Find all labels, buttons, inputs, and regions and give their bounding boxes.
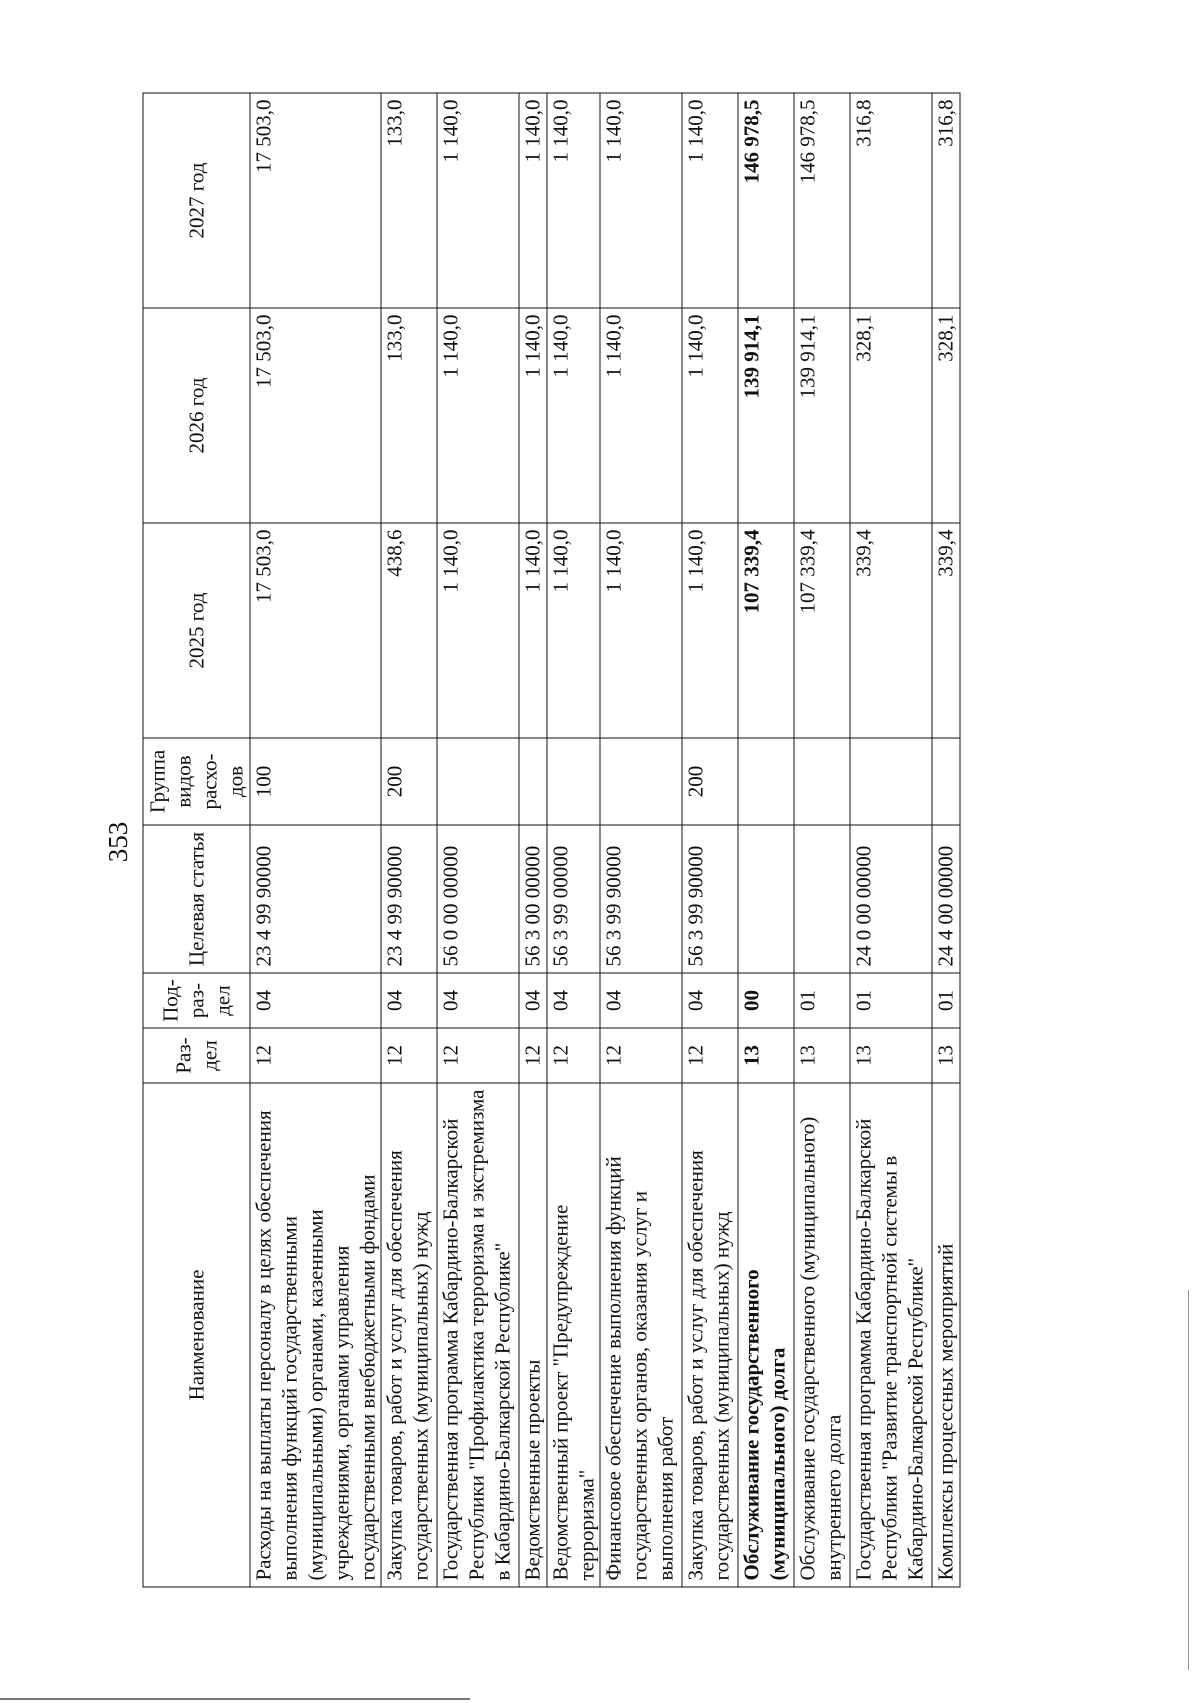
table-row — [519, 93, 547, 1587]
row-2026: 1 140,0 — [547, 308, 600, 523]
header-2026: 2026 год — [143, 308, 250, 523]
row-celevaya-statya: 23 4 99 90000 — [250, 825, 381, 973]
row-2025: 1 140,0 — [519, 523, 547, 738]
table-row — [437, 93, 519, 1587]
row-2025: 1 140,0 — [547, 523, 600, 738]
row-razdel: 12 — [381, 1028, 437, 1083]
row-name: Государственная программа Кабардино-Балкарской Республики "Развитие транспортной системы в Кабардино-Балкарской Республике" — [850, 1083, 932, 1587]
row-gruppa: 200 — [381, 738, 437, 825]
row-2026: 17 503,0 — [250, 308, 381, 523]
row-podrazdel: 04 — [519, 973, 547, 1028]
row-celevaya-statya: 56 3 99 90000 — [682, 825, 738, 973]
table-row — [932, 93, 960, 1587]
row-razdel: 12 — [250, 1028, 381, 1083]
table-row-section — [738, 93, 794, 1587]
row-gruppa — [738, 738, 794, 825]
header-razdel: Раз-дел — [143, 1028, 250, 1083]
row-name: Расходы на выплаты персоналу в целях обеспечения выполнения функций государственными (муниципальными) органами, казенными учреждениями, органами управления государственными внебюджетными фондами — [250, 1083, 381, 1587]
row-podrazdel: 04 — [381, 973, 437, 1028]
row-2026: 328,1 — [932, 308, 960, 523]
row-name: Ведомственные проекты — [519, 1083, 547, 1587]
row-celevaya-statya: 56 3 99 00000 — [547, 825, 600, 973]
row-podrazdel: 01 — [794, 973, 850, 1028]
row-razdel: 13 — [932, 1028, 960, 1083]
row-name: Закупка товаров, работ и услуг для обеспечения государственных (муниципальных) нужд — [381, 1083, 437, 1587]
row-name: Ведомственный проект "Предупреждение терроризма" — [547, 1083, 600, 1587]
row-gruppa — [932, 738, 960, 825]
row-2025: 339,4 — [932, 523, 960, 738]
row-podrazdel: 04 — [600, 973, 682, 1028]
row-2027: 316,8 — [932, 93, 960, 308]
row-celevaya-statya: 24 0 00 00000 — [850, 825, 932, 973]
header-2027: 2027 год — [143, 93, 250, 308]
row-2026: 139 914,1 — [794, 308, 850, 523]
scan-edge-mark — [1188, 1290, 1189, 1670]
row-podrazdel: 04 — [250, 973, 381, 1028]
header-celevaya-statya: Целевая статья — [143, 825, 250, 973]
row-podrazdel: 04 — [547, 973, 600, 1028]
row-2025: 1 140,0 — [682, 523, 738, 738]
row-2025: 17 503,0 — [250, 523, 381, 738]
page-number: 353 — [103, 821, 133, 863]
row-2025: 107 339,4 — [738, 523, 794, 738]
row-razdel: 12 — [547, 1028, 600, 1083]
header-gruppa-vidov-rashodov: Группа видов расхо-дов — [143, 738, 250, 825]
row-2025: 1 140,0 — [600, 523, 682, 738]
row-celevaya-statya: 56 3 99 90000 — [600, 825, 682, 973]
row-celevaya-statya: 56 3 00 00000 — [519, 825, 547, 973]
row-razdel: 13 — [794, 1028, 850, 1083]
table-row — [250, 93, 381, 1587]
row-2027: 1 140,0 — [519, 93, 547, 308]
row-2027: 1 140,0 — [547, 93, 600, 308]
row-gruppa — [519, 738, 547, 825]
row-razdel: 13 — [850, 1028, 932, 1083]
row-name: Государственная программа Кабардино-Балкарской Республики "Профилактика терроризма и экстремизма в Кабардино-Балкарской Республике" — [437, 1083, 519, 1587]
row-name: Обслуживание государственного (муниципального) внутреннего долга — [794, 1083, 850, 1587]
row-gruppa — [850, 738, 932, 825]
row-gruppa: 200 — [682, 738, 738, 825]
row-name: Обслуживание государственного (муниципального) долга — [738, 1083, 794, 1587]
row-name: Комплексы процессных мероприятий — [932, 1083, 960, 1587]
table-row — [547, 93, 600, 1587]
row-razdel: 12 — [519, 1028, 547, 1083]
row-2026: 139 914,1 — [738, 308, 794, 523]
row-podrazdel: 01 — [850, 973, 932, 1028]
scan-edge-mark — [0, 1698, 470, 1700]
table-row — [794, 93, 850, 1587]
row-2027: 133,0 — [381, 93, 437, 308]
row-2026: 1 140,0 — [600, 308, 682, 523]
row-razdel: 12 — [437, 1028, 519, 1083]
row-2027: 1 140,0 — [437, 93, 519, 308]
header-row — [143, 93, 250, 1587]
budget-table — [143, 93, 961, 1588]
row-2027: 146 978,5 — [738, 93, 794, 308]
row-podrazdel: 04 — [682, 973, 738, 1028]
row-gruppa — [794, 738, 850, 825]
row-celevaya-statya — [794, 825, 850, 973]
row-2026: 328,1 — [850, 308, 932, 523]
row-2025: 339,4 — [850, 523, 932, 738]
row-2026: 1 140,0 — [682, 308, 738, 523]
row-2025: 107 339,4 — [794, 523, 850, 738]
header-podrazdel: Под-раз-дел — [143, 973, 250, 1028]
table-row — [600, 93, 682, 1587]
budget-table-container — [143, 94, 1036, 1588]
row-razdel: 12 — [682, 1028, 738, 1083]
row-podrazdel: 00 — [738, 973, 794, 1028]
row-2027: 146 978,5 — [794, 93, 850, 308]
row-name: Закупка товаров, работ и услуг для обеспечения государственных (муниципальных) нужд — [682, 1083, 738, 1587]
table-row — [682, 93, 738, 1587]
row-2026: 133,0 — [381, 308, 437, 523]
row-celevaya-statya: 56 0 00 00000 — [437, 825, 519, 973]
row-celevaya-statya: 24 4 00 00000 — [932, 825, 960, 973]
row-gruppa — [437, 738, 519, 825]
row-razdel: 13 — [738, 1028, 794, 1083]
row-2026: 1 140,0 — [519, 308, 547, 523]
header-2025: 2025 год — [143, 523, 250, 738]
table-row — [850, 93, 932, 1587]
row-gruppa — [547, 738, 600, 825]
row-2025: 438,6 — [381, 523, 437, 738]
header-name: Наименование — [143, 1083, 250, 1587]
row-razdel: 12 — [600, 1028, 682, 1083]
row-gruppa — [600, 738, 682, 825]
row-celevaya-statya — [738, 825, 794, 973]
row-podrazdel: 04 — [437, 973, 519, 1028]
row-2027: 1 140,0 — [600, 93, 682, 308]
row-2027: 1 140,0 — [682, 93, 738, 308]
row-2027: 17 503,0 — [250, 93, 381, 308]
table-row — [381, 93, 437, 1587]
row-name: Финансовое обеспечение выполнения функций государственных органов, оказания услуг и выполнения работ — [600, 1083, 682, 1587]
row-2027: 316,8 — [850, 93, 932, 308]
row-gruppa: 100 — [250, 738, 381, 825]
row-podrazdel: 01 — [932, 973, 960, 1028]
row-2025: 1 140,0 — [437, 523, 519, 738]
row-celevaya-statya: 23 4 99 90000 — [381, 825, 437, 973]
row-2026: 1 140,0 — [437, 308, 519, 523]
